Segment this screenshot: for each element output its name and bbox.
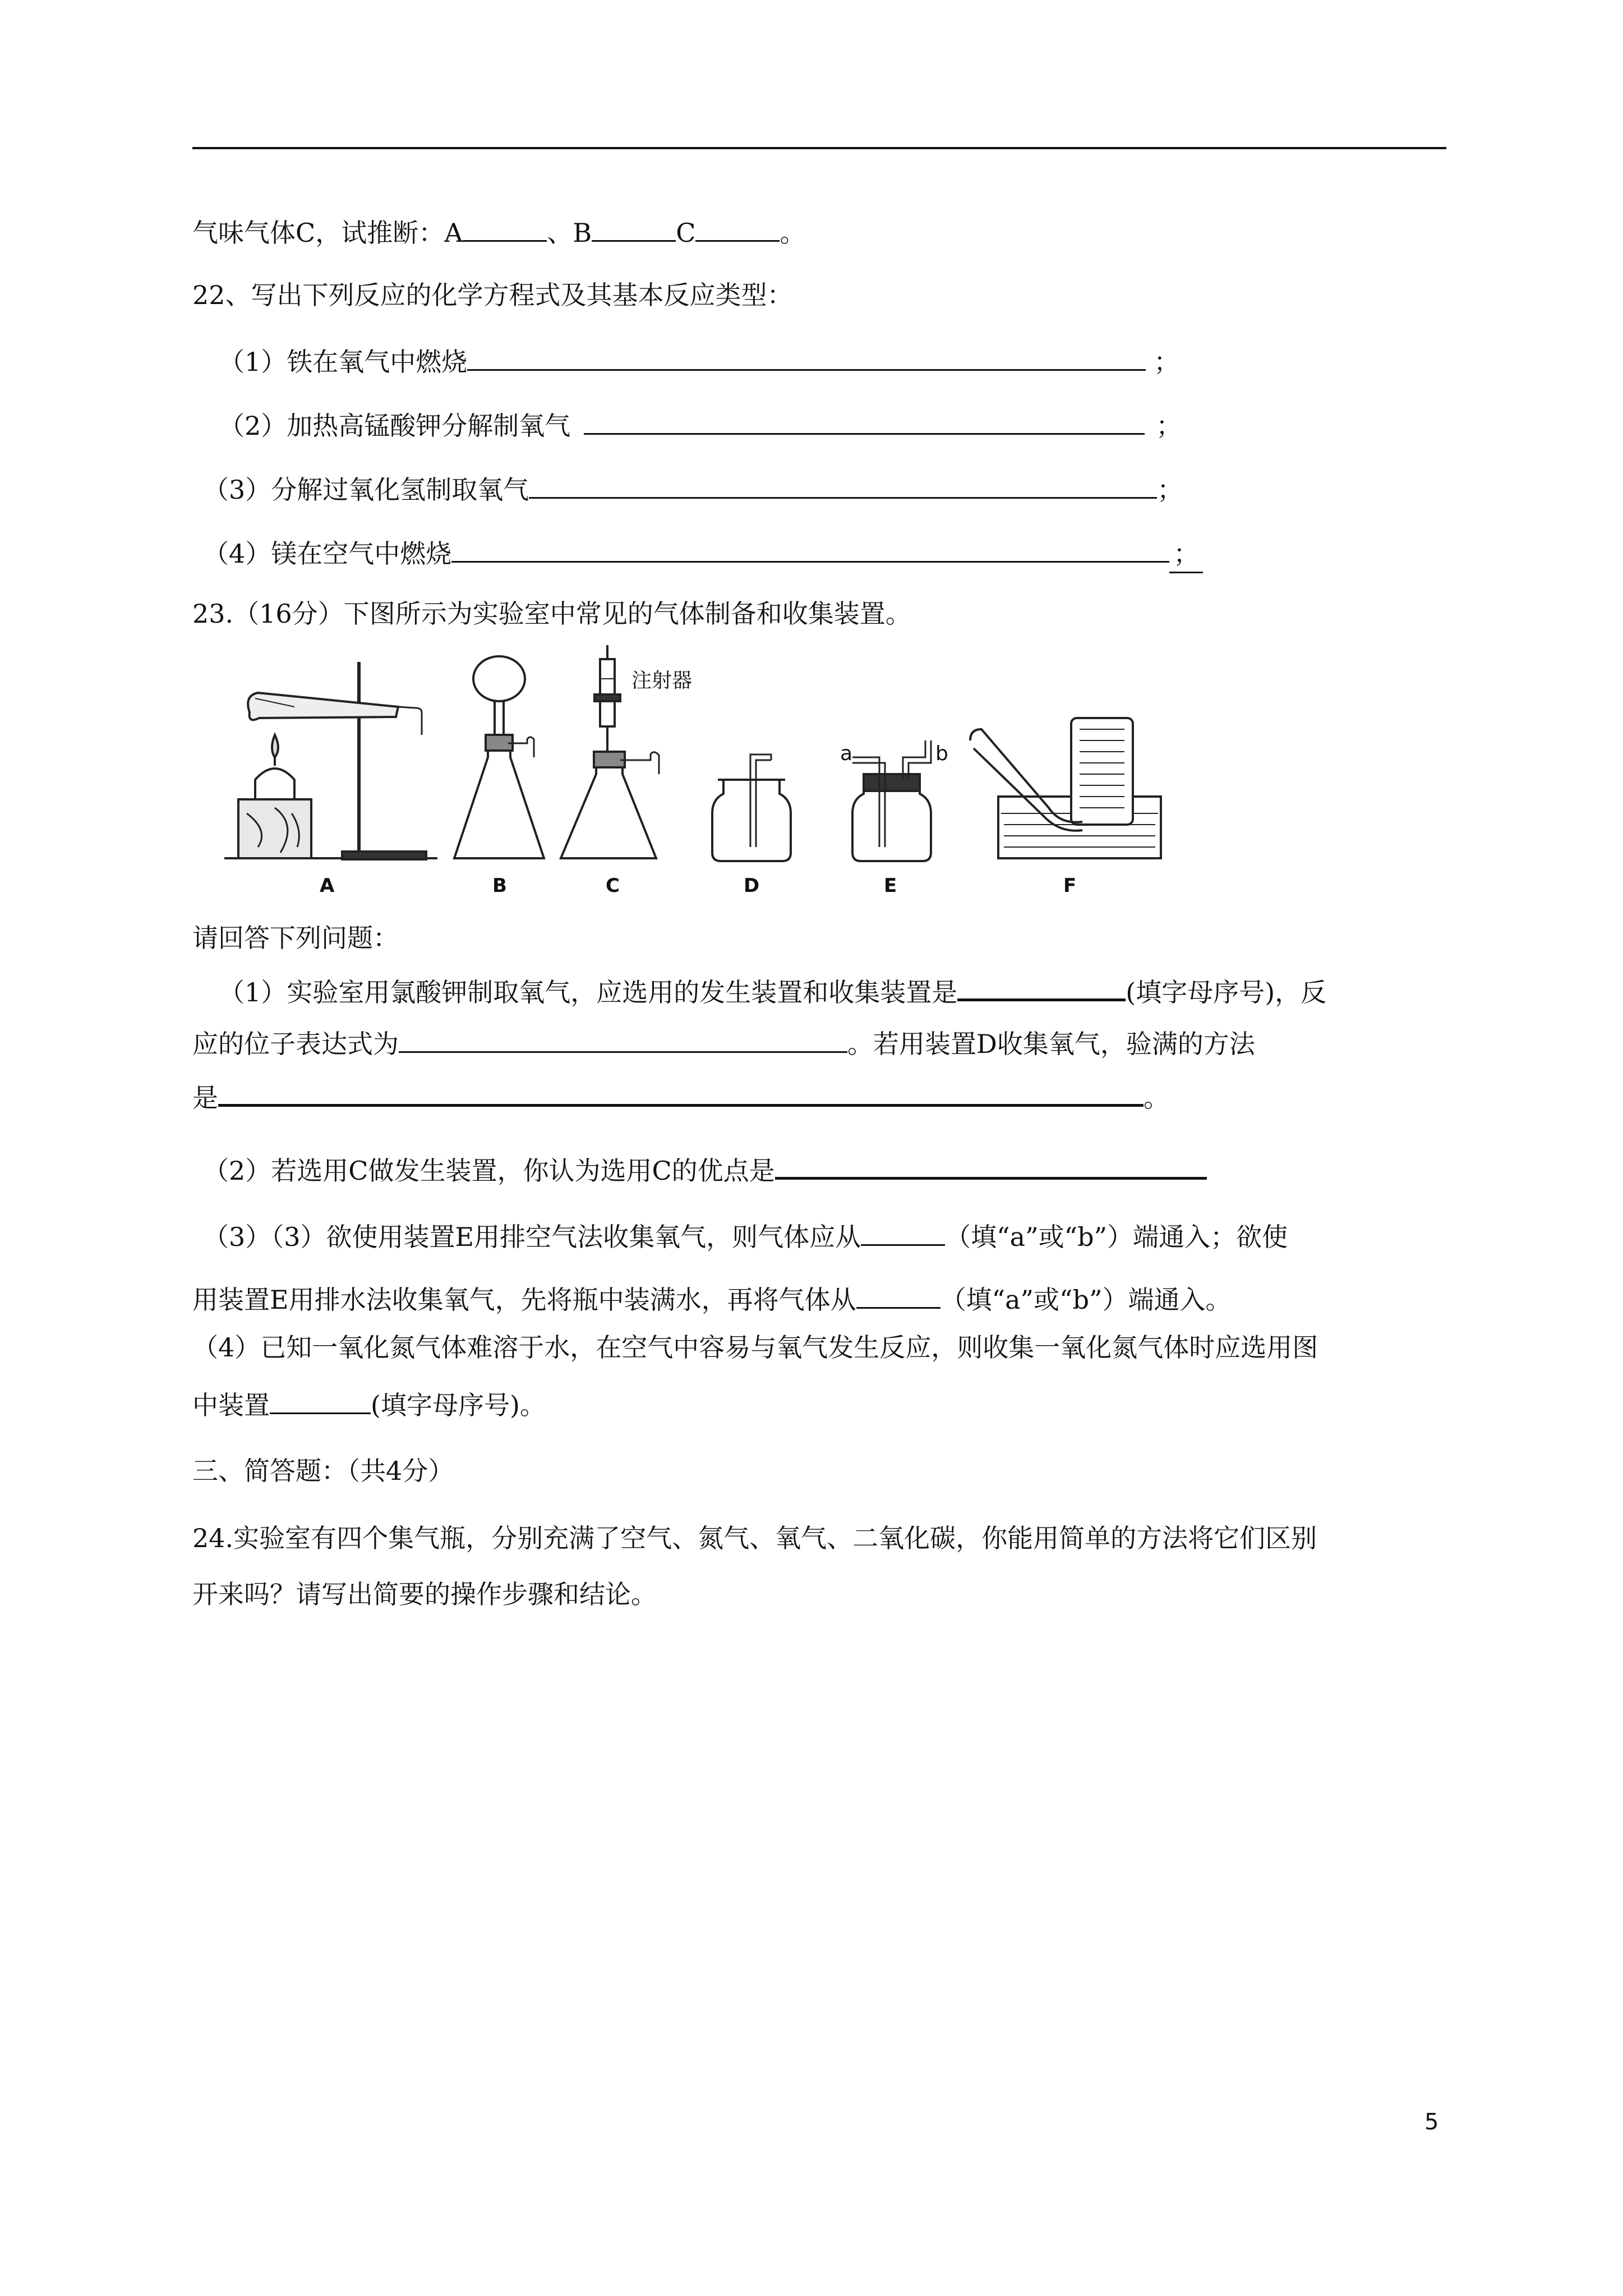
q23-p1-line2-a: 应的位子表达式为 — [192, 1029, 399, 1059]
answer-line[interactable] — [451, 532, 1169, 563]
q22-item-4-label: （4）镁在空气中燃烧 — [203, 539, 452, 569]
apparatus-a — [224, 662, 437, 859]
q22-title: 22、写出下列反应的化学方程式及其基本反应类型： — [192, 280, 793, 310]
answer-line[interactable] — [584, 404, 1145, 435]
q21-sep1: 、B — [547, 218, 592, 248]
q22-item-2-label: （2）加热高锰酸钾分解制氧气 — [219, 411, 571, 441]
blank-a[interactable] — [463, 211, 547, 242]
q22-item-3-end: ； — [1157, 475, 1183, 505]
header-rule — [192, 147, 1446, 149]
q23-p1-line3-a: 是 — [192, 1083, 218, 1113]
q23-p2-text: （2）若选用C做发生装置，你认为选用C的优点是 — [203, 1156, 775, 1186]
apparatus-c — [561, 645, 692, 858]
q23-p2 — [203, 1148, 1207, 1189]
q22-item-2-end: ； — [1156, 411, 1182, 441]
blank-no-device[interactable] — [270, 1383, 371, 1414]
q21-prefix: 气味气体C，试推断：A — [192, 218, 463, 248]
q23-p3-line2-b: （填“a”或“b”）端通入。 — [940, 1285, 1232, 1315]
q22-item-1 — [219, 340, 1179, 380]
q23-p3-line1-b: （填“a”或“b”）端通入；欲使 — [945, 1222, 1288, 1252]
q23-title: 23.（16分）下图所示为实验室中常见的气体制备和收集装置。 — [192, 599, 911, 629]
q22-item-1-end: ； — [1154, 347, 1180, 377]
q22-item-3-label: （3）分解过氧化氢制取氧气 — [203, 475, 529, 505]
q24-line2: 开来吗？请写出简要的操作步骤和结论。 — [192, 1579, 657, 1609]
q21-end: 。 — [780, 218, 806, 248]
q22-item-3 — [203, 468, 1183, 508]
q22-item-2 — [219, 404, 1182, 444]
apparatus-figure — [224, 645, 1166, 909]
label-c: C — [606, 875, 620, 897]
page-number: 5 — [1424, 2109, 1439, 2135]
blank-c[interactable] — [695, 211, 780, 242]
q23-p1-line1 — [219, 969, 1326, 1010]
blank-advantage[interactable] — [775, 1148, 1207, 1180]
q24-line1: 24.实验室有四个集气瓶，分别充满了空气、氮气、氧气、二氧化碳，你能用简单的方法将它们区别 — [192, 1523, 1317, 1553]
syringe-label: 注射器 — [631, 669, 693, 692]
q23-p1-line2-b: 。若用装置D收集氧气，验满的方法 — [847, 1029, 1255, 1059]
blank-air-port[interactable] — [861, 1215, 945, 1246]
q23-p4-line2 — [192, 1383, 546, 1423]
port-a-label: a — [840, 742, 853, 765]
q23-p4-line2-a: 中装置 — [192, 1390, 270, 1420]
q23-p3-line2-a: 用装置E用排水法收集氧气，先将瓶中装满水，再将气体从 — [192, 1285, 856, 1315]
apparatus-e — [840, 740, 948, 861]
answer-line[interactable] — [529, 468, 1157, 499]
apparatus-d — [712, 754, 791, 861]
label-b: B — [492, 875, 507, 897]
q23-prompt: 请回答下列问题： — [192, 923, 399, 953]
blank-water-port[interactable] — [856, 1278, 940, 1309]
q22-item-4-end: ； — [1169, 536, 1203, 573]
label-e: E — [884, 875, 897, 897]
q21-sep2: C — [676, 218, 696, 248]
q22-item-1-label: （1）铁在氧气中燃烧 — [219, 347, 468, 377]
apparatus-f — [970, 718, 1161, 858]
port-b-label: b — [935, 742, 948, 765]
q22-item-4 — [203, 532, 1203, 573]
blank-b[interactable] — [592, 211, 676, 242]
answer-line[interactable] — [467, 340, 1146, 371]
blank-device-choice[interactable] — [957, 969, 1126, 1001]
q23-p1-line1-a: （1）实验室用氯酸钾制取氧气，应选用的发生装置和收集装置是 — [219, 977, 958, 1007]
q23-p1-line1-b: (填字母序号)，反 — [1126, 977, 1327, 1007]
section-3-title: 三、简答题：（共4分） — [192, 1456, 454, 1486]
blank-full-check[interactable] — [218, 1075, 1144, 1107]
q21-tail — [192, 211, 805, 251]
label-d: D — [744, 875, 760, 897]
q23-p4-line2-b: (填字母序号)。 — [371, 1390, 546, 1420]
q23-p3-line1 — [203, 1215, 1288, 1255]
q23-p1-line3 — [192, 1075, 1169, 1116]
blank-expression[interactable] — [399, 1022, 847, 1053]
q23-p1-line2 — [192, 1022, 1255, 1062]
label-f: F — [1063, 875, 1077, 897]
q23-p3-line2 — [192, 1278, 1232, 1318]
q23-p4-line1: （4）已知一氧化氮气体难溶于水，在空气中容易与氧气发生反应，则收集一氧化氮气体时应选用图 — [192, 1332, 1318, 1363]
apparatus-b — [454, 656, 544, 858]
q23-p1-line3-b: 。 — [1144, 1083, 1169, 1113]
label-a: A — [320, 875, 335, 897]
q23-p3-line1-a: （3）（3）欲使用装置E用排空气法收集氧气，则气体应从 — [203, 1222, 861, 1252]
